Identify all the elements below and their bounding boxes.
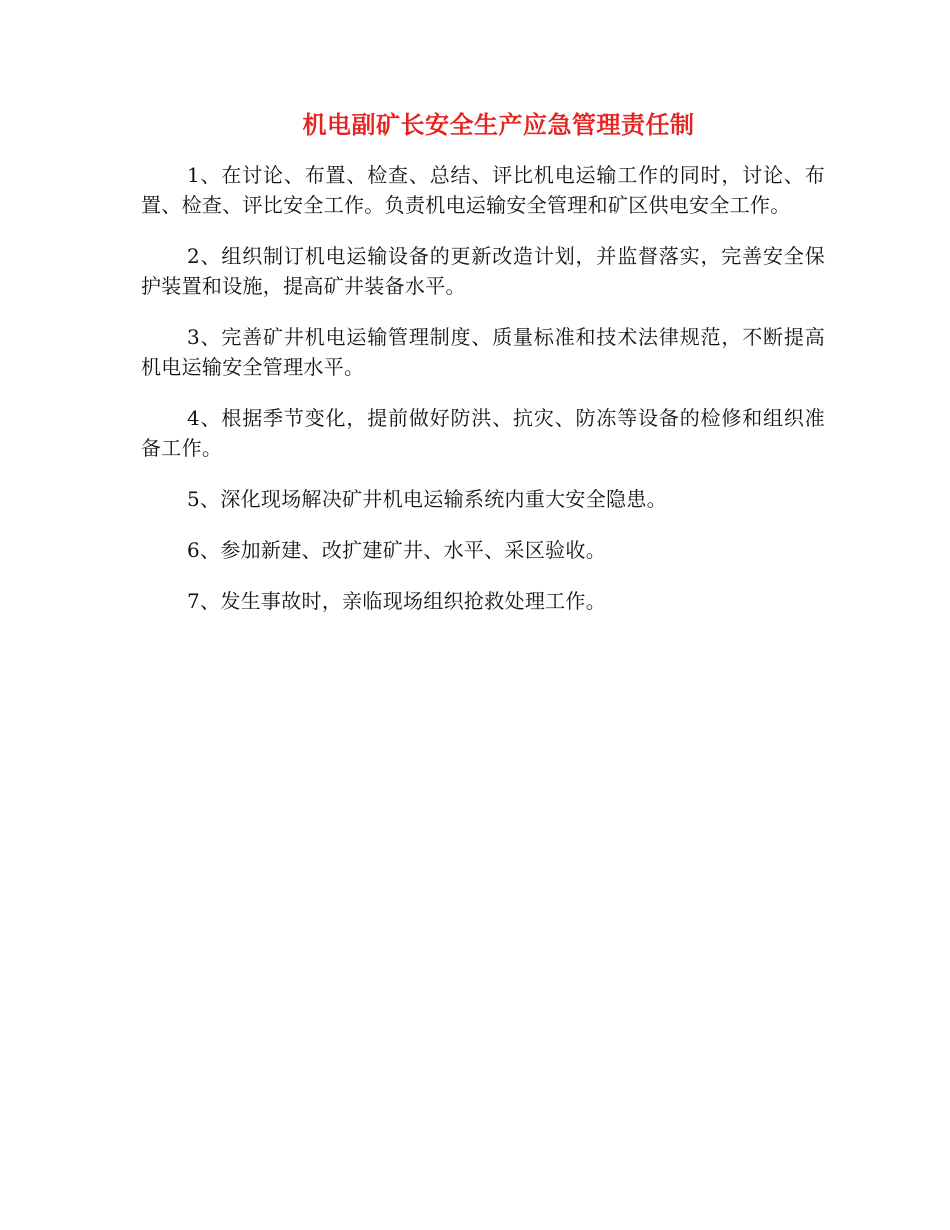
paragraph-3: 3、完善矿井机电运输管理制度、质量标准和技术法律规范，不断提高机电运输安全管理水平。: [141, 325, 825, 379]
paragraph-4: 4、根据季节变化，提前做好防洪、抗灾、防冻等设备的检修和组织准备工作。: [141, 406, 825, 460]
paragraph-6: 6、参加新建、改扩建矿井、水平、采区验收。: [187, 538, 607, 562]
paragraph-2: 2、组织制订机电运输设备的更新改造计划，并监督落实，完善安全保护装置和设施，提高矿井装备水平。: [141, 244, 825, 298]
paragraph-5: 5、深化现场解决矿井机电运输系统内重大安全隐患。: [187, 487, 667, 511]
document-body: [141, 160, 825, 637]
paragraph-7: 7、发生事故时，亲临现场组织抢救处理工作。: [187, 589, 607, 613]
paragraph-1: 1、在讨论、布置、检查、总结、评比机电运输工作的同时，讨论、布置、检查、评比安全工作。负责机电运输安全管理和矿区供电安全工作。: [141, 163, 825, 217]
document-title: 机电副矿长安全生产应急管理责任制: [302, 110, 695, 139]
